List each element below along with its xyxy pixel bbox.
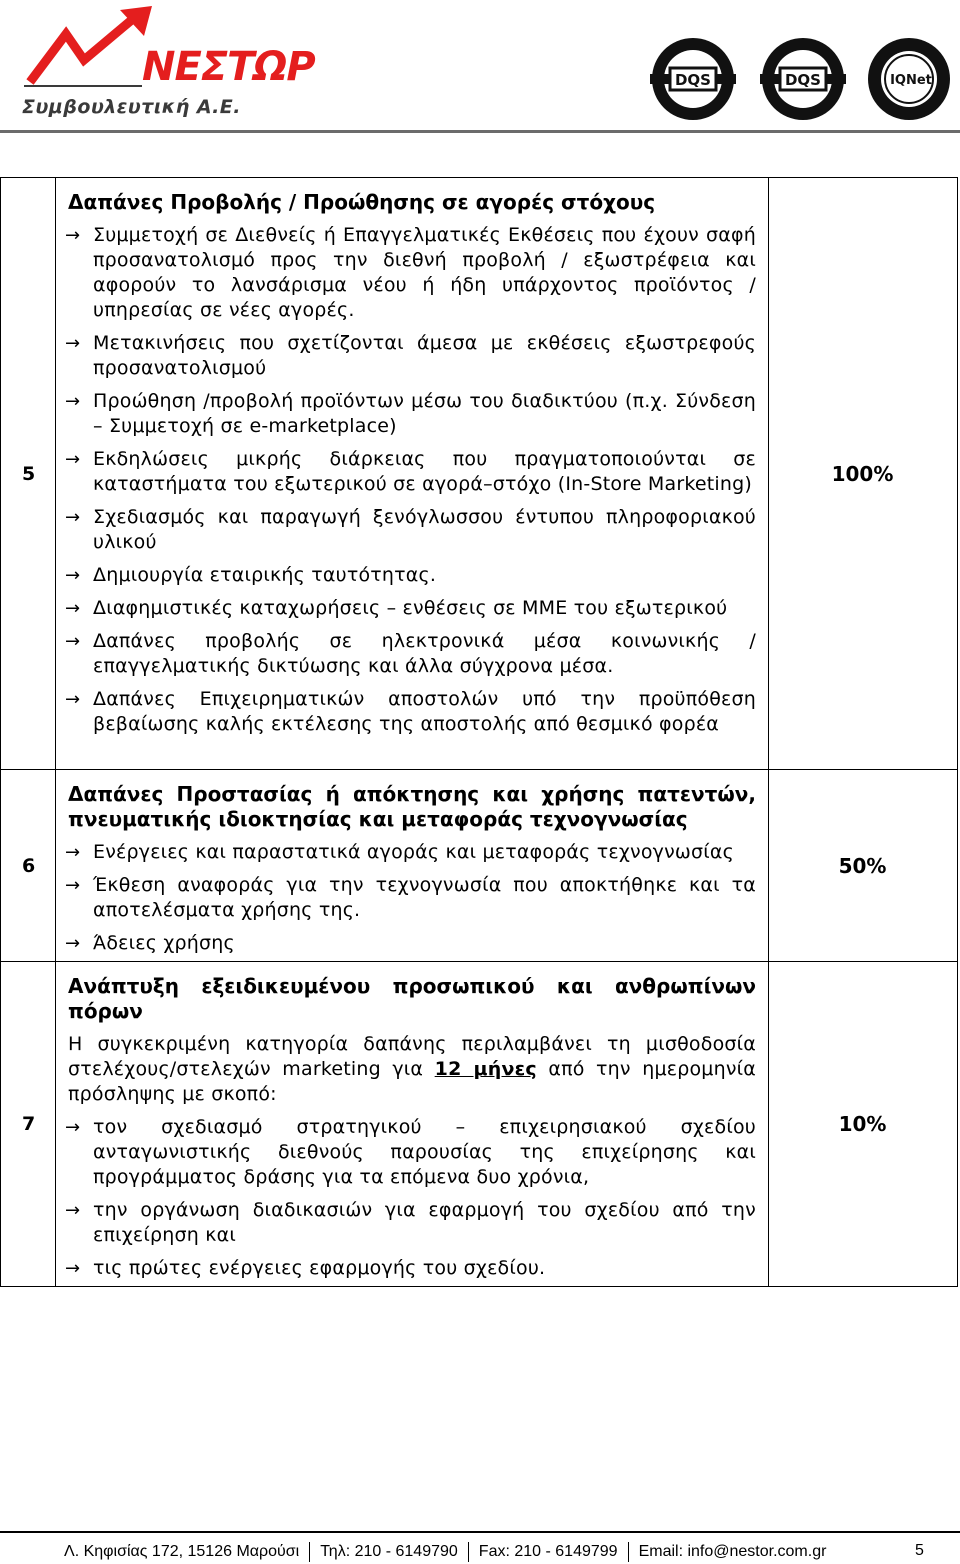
- list-item: → Άδειες χρήσης: [65, 932, 235, 954]
- list-item: → Δαπάνες προβολής σε ηλεκτρονικά μέσα κοινωνικής / επαγγελματικής δικτύωσης και άλλα σύγχρονα μέσα.: [65, 630, 756, 677]
- arrow-bullet-icon: →: [65, 225, 81, 246]
- list-item: → τις πρώτες ενέργειες εφαρμογής του σχεδίου.: [65, 1257, 546, 1279]
- page-number: 5: [915, 1542, 924, 1559]
- arrow-bullet-icon: →: [65, 598, 81, 619]
- arrow-bullet-icon: →: [65, 333, 81, 354]
- list-item: → Διαφημιστικές καταχωρήσεις – ενθέσεις σε ΜΜΕ του εξωτερικού: [65, 597, 728, 619]
- arrow-bullet-icon: →: [65, 1200, 81, 1221]
- list-item: → Μετακινήσεις που σχετίζονται άμεσα με εκθέσεις εξωστρεφούς προσανατολισμού: [65, 332, 756, 379]
- arrow-bullet-icon: →: [65, 1117, 81, 1138]
- footer-separator: [628, 1542, 629, 1562]
- list-item: → Έκθεση αναφοράς για την τεχνογνωσία που αποκτήθηκε και τα αποτελέσματα χρήσης της.: [65, 874, 756, 921]
- row-title: Ανάπτυξη εξειδικευμένου προσωπικού και ανθρωπίνων πόρων: [68, 974, 756, 1023]
- arrow-bullet-icon: →: [65, 689, 81, 710]
- list-item: → Σχεδιασμός και παραγωγή ξενόγλωσσου έντυπου πληροφοριακού υλικού: [65, 506, 756, 553]
- list-item: → Προώθηση /προβολή προϊόντων μέσω του διαδικτύου (π.χ. Σύνδεση – Συμμετοχή σε e-marketplace): [65, 390, 756, 437]
- footer-email: Email: info@nestor.com.gr: [638, 1543, 827, 1560]
- arrow-bullet-icon: →: [65, 565, 81, 586]
- page-footer: [64, 1541, 914, 1563]
- list-item: → τον σχεδιασμό στρατηγικού – επιχειρησιακού σχεδίου ανταγωνιστικής διεθνούς παρουσίας της επιχείρησης και προγράμματος δράσης για τα επόμενα δυο χρόνια,: [65, 1116, 756, 1188]
- row-number: 5: [1, 178, 56, 769]
- logo-subtitle: Συμβουλευτική Α.Ε.: [22, 96, 241, 118]
- iqnet-certified-seal-icon: [866, 36, 952, 122]
- svg-text:IQNet: IQNet: [890, 73, 932, 88]
- footer-separator: [309, 1542, 310, 1562]
- footer-separator: [468, 1542, 469, 1562]
- list-item: → Ενέργειες και παραστατικά αγοράς και μεταφοράς τεχνογνωσίας: [65, 841, 734, 863]
- list-item: → Συμμετοχή σε Διεθνείς ή Επαγγελματικές Εκθέσεις που έχουν σαφή προσανατολισμό προς την διεθνή προβολή / εξωστρέφεια και αφορούν το λανσάρισμα νέου ή ήδη υπάρχοντος προϊόντος / υπηρεσίας σε νέες αγορές.: [65, 224, 756, 321]
- duration-emphasis: 12 μήνες: [434, 1058, 537, 1080]
- logo-name: ΝΕΣΤΩΡ: [142, 44, 315, 90]
- arrow-bullet-icon: →: [65, 631, 81, 652]
- row-percentage: 50%: [838, 853, 887, 878]
- row-number: 7: [1, 962, 56, 1286]
- footer-divider: [0, 1531, 960, 1533]
- arrow-bullet-icon: →: [65, 933, 81, 954]
- list-item: → την οργάνωση διαδικασιών για εφαρμογή του σχεδίου από την επιχείρηση και: [65, 1199, 756, 1246]
- arrow-bullet-icon: →: [65, 449, 81, 470]
- footer-address: Λ. Κηφισίας 172, 15126 Μαρούσι: [64, 1543, 300, 1560]
- row-number: 6: [1, 770, 56, 961]
- row-description: [56, 178, 769, 769]
- footer-fax: Fax: 210 - 6149799: [478, 1543, 618, 1560]
- list-item: → Δαπάνες Επιχειρηματικών αποστολών υπό την προϋπόθεση βεβαίωσης καλής εκτέλεσης της αποστολής από θεσμικό φορέα: [65, 688, 756, 735]
- row-title: Δαπάνες Προβολής / Προώθησης σε αγορές στόχους: [68, 190, 656, 214]
- row-percentage: 10%: [838, 1112, 887, 1136]
- row-description: [56, 770, 769, 961]
- row-percentage: 100%: [831, 461, 894, 486]
- list-item: → Δημιουργία εταιρικής ταυτότητας.: [65, 564, 437, 586]
- arrow-bullet-icon: →: [65, 391, 81, 412]
- table-row: [0, 177, 958, 770]
- arrow-bullet-icon: →: [65, 1258, 81, 1279]
- arrow-bullet-icon: →: [65, 842, 81, 863]
- table-row: [0, 770, 958, 962]
- footer-phone: Τηλ: 210 - 6149790: [320, 1543, 458, 1560]
- row-intro: Η συγκεκριμένη κατηγορία δαπάνης περιλαμβάνει τη μισθοδοσία στελέχους/στελεχών marketing για 12 μήνες από την ημερομηνία πρόσληψης με σκοπό:: [68, 1033, 756, 1105]
- page-header: [0, 0, 960, 135]
- header-divider: [0, 130, 960, 133]
- svg-text:DQS: DQS: [784, 71, 822, 89]
- dqs-iso14001-seal-icon: [760, 36, 846, 122]
- arrow-bullet-icon: →: [65, 875, 81, 896]
- list-item: → Εκδηλώσεις μικρής διάρκειας που πραγματοποιούνται σε καταστήματα του εξωτερικού σε αγορά–στόχο (In-Store Marketing): [65, 448, 756, 495]
- arrow-bullet-icon: →: [65, 507, 81, 528]
- dqs-iso9001-seal-icon: [650, 36, 736, 122]
- svg-text:DQS: DQS: [674, 71, 712, 89]
- company-logo: [22, 4, 315, 120]
- row-title: Δαπάνες Προστασίας ή απόκτησης και χρήσης πατεντών, πνευματικής ιδιοκτησίας και μεταφοράς τεχνογνωσίας: [68, 782, 756, 831]
- table-row: [0, 962, 958, 1287]
- row-description: [56, 962, 769, 1286]
